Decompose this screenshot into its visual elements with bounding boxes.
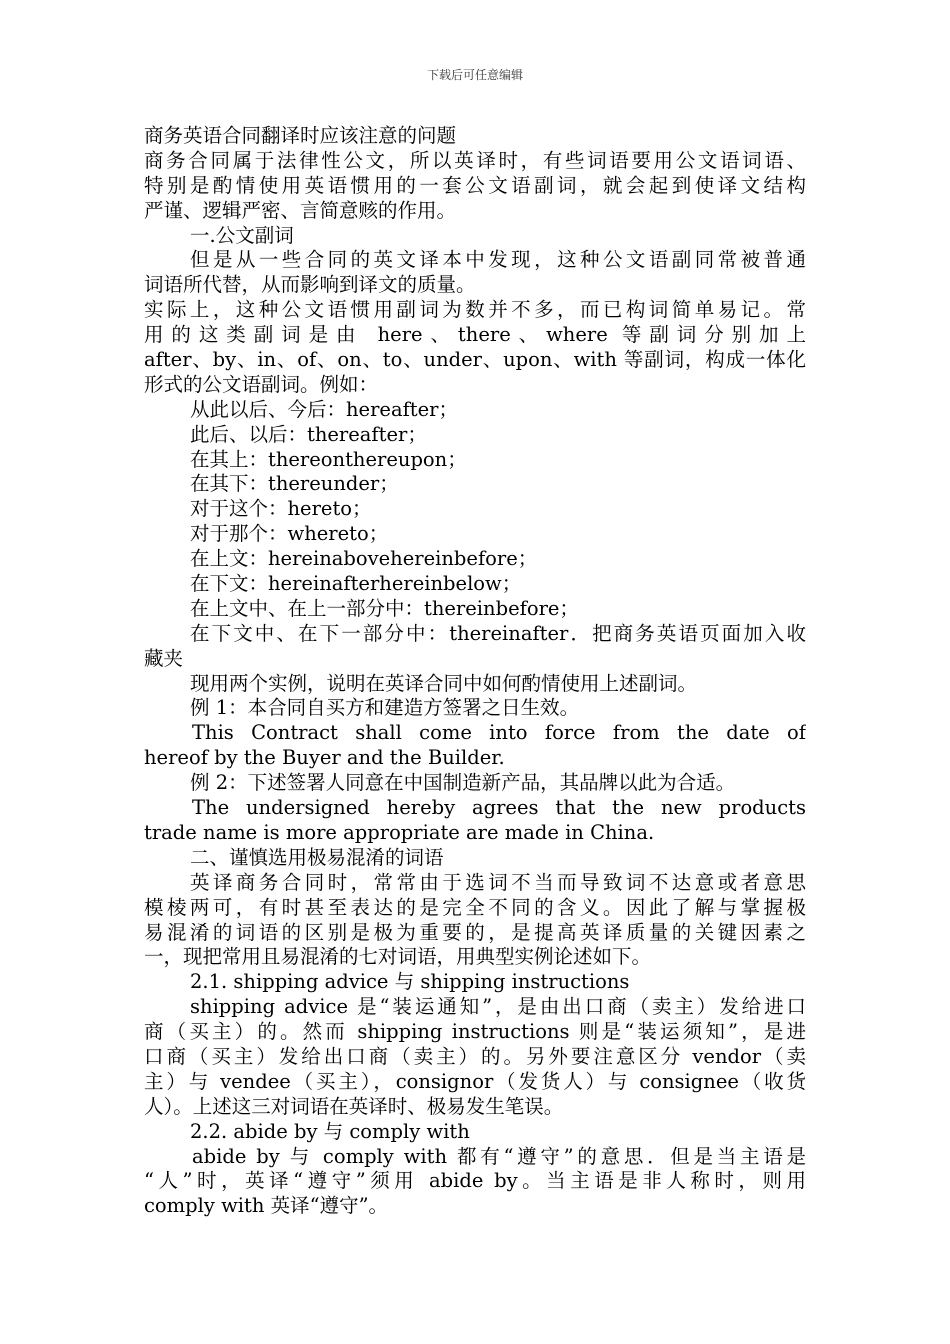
list-item: 对于这个：hereto； — [190, 497, 372, 521]
list-item: 在其上：thereonthereupon； — [190, 447, 467, 471]
example-line: 例 2：下述签署人同意在中国制造新产品，其品牌以此为合适。 — [190, 771, 736, 795]
subsection-heading: 2.2. abide by 与 comply with — [190, 1119, 470, 1143]
list-item: 对于那个：whereto； — [190, 522, 389, 546]
text-line: 实际上，这种公文语惯用副词为数并不多，而已构词简单易记。常 — [144, 298, 806, 322]
text-line: 英译商务合同时，常常由于选词不当而导致词不达意或者意思 — [190, 870, 806, 894]
text-line: 模棱两可，有时甚至表达的是完全不同的含义。因此了解与掌握极 — [144, 895, 806, 919]
text-line: 严谨、逻辑严密、言简意赅的作用。 — [144, 198, 457, 222]
text-line: 商务合同属于法律性公文，所以英译时，有些词语要用公文语词语、 — [144, 148, 806, 172]
text-line: 主）与 vendee（买主），consignor（发货人）与 consignee（收货 — [144, 1069, 806, 1093]
text-line: 易混淆的词语的区别是极为重要的，是提高英译质量的关键因素之 — [144, 920, 806, 944]
text-line: abide by 与 comply with 都有“遵守”的意思．但是当主语是 — [192, 1144, 806, 1168]
list-item: 在上文中、在上一部分中：thereinbefore； — [190, 596, 579, 620]
text-line: 现用两个实例，说明在英译合同中如何酌情使用上述副词。 — [190, 671, 698, 695]
example-translation: This Contract shall come into force from the date of — [192, 721, 806, 745]
section-heading: 一.公文副词 — [190, 223, 294, 247]
text-line: 人）。上述这三对词语在英译时、极易发生笔误。 — [144, 1094, 564, 1118]
text-line: 商（买主）的。然而 shipping instructions 则是“装运须知”，是进 — [144, 1020, 806, 1044]
example-line: 例 1：本合同自买方和建造方签署之日生效。 — [190, 696, 580, 720]
list-item: 在下文：hereinafterhereinbelow； — [190, 572, 522, 596]
text-line: shipping advice 是“装运通知”，是由出口商（卖主）发给进口 — [190, 995, 806, 1019]
text-line: after、by、in、of、on、to、under、upon、with 等副词，构成一体化 — [144, 348, 806, 372]
text-line: 特别是酌情使用英语惯用的一套公文语副词，就会起到使译文结构 — [144, 173, 806, 197]
text-line: 词语所代替，从而影响到译文的质量。 — [144, 273, 476, 297]
text-line: 用的这类副词是由 here、there、where 等副词分别加上 — [144, 323, 806, 347]
text-line: 口商（买主）发给出口商（卖主）的。另外要注意区分 vendor（卖 — [144, 1044, 806, 1068]
document-body — [144, 124, 806, 1219]
text-line: 但是从一些合同的英文译本中发现，这种公文语副同常被普通 — [190, 248, 806, 272]
list-item: 在其下：thereunder； — [190, 472, 399, 496]
text-line: 形式的公文语副词。例如： — [144, 372, 379, 396]
list-item: 在下文中、在下一部分中：thereinafter．把商务英语页面加入收 — [190, 621, 806, 645]
document-title: 商务英语合同翻译时应该注意的问题 — [144, 124, 457, 147]
example-translation: The undersigned hereby agrees that the new products — [192, 796, 806, 820]
text-line: comply with 英译“遵守”。 — [144, 1194, 389, 1218]
section-heading: 二、谨慎选用极易混淆的词语 — [190, 845, 444, 869]
example-translation: hereof by the Buyer and the Builder. — [144, 746, 505, 770]
page-header: 下载后可任意编辑 — [426, 68, 523, 82]
subsection-heading: 2.1. shipping advice 与 shipping instructions — [190, 970, 630, 994]
text-line: 一，现把常用且易混淆的七对词语，用典型实例论述如下。 — [144, 945, 652, 969]
list-item: 在上文：hereinabovehereinbefore； — [190, 547, 538, 571]
text-line: 藏夹 — [144, 646, 184, 670]
text-line: “人”时，英译“遵守”须用 abide by。当主语是非人称时，则用 — [144, 1169, 806, 1193]
list-item: 此后、以后：thereafter； — [190, 422, 427, 446]
example-translation: trade name is more appropriate are made in China. — [144, 820, 655, 844]
list-item: 从此以后、今后：hereafter； — [190, 397, 459, 421]
